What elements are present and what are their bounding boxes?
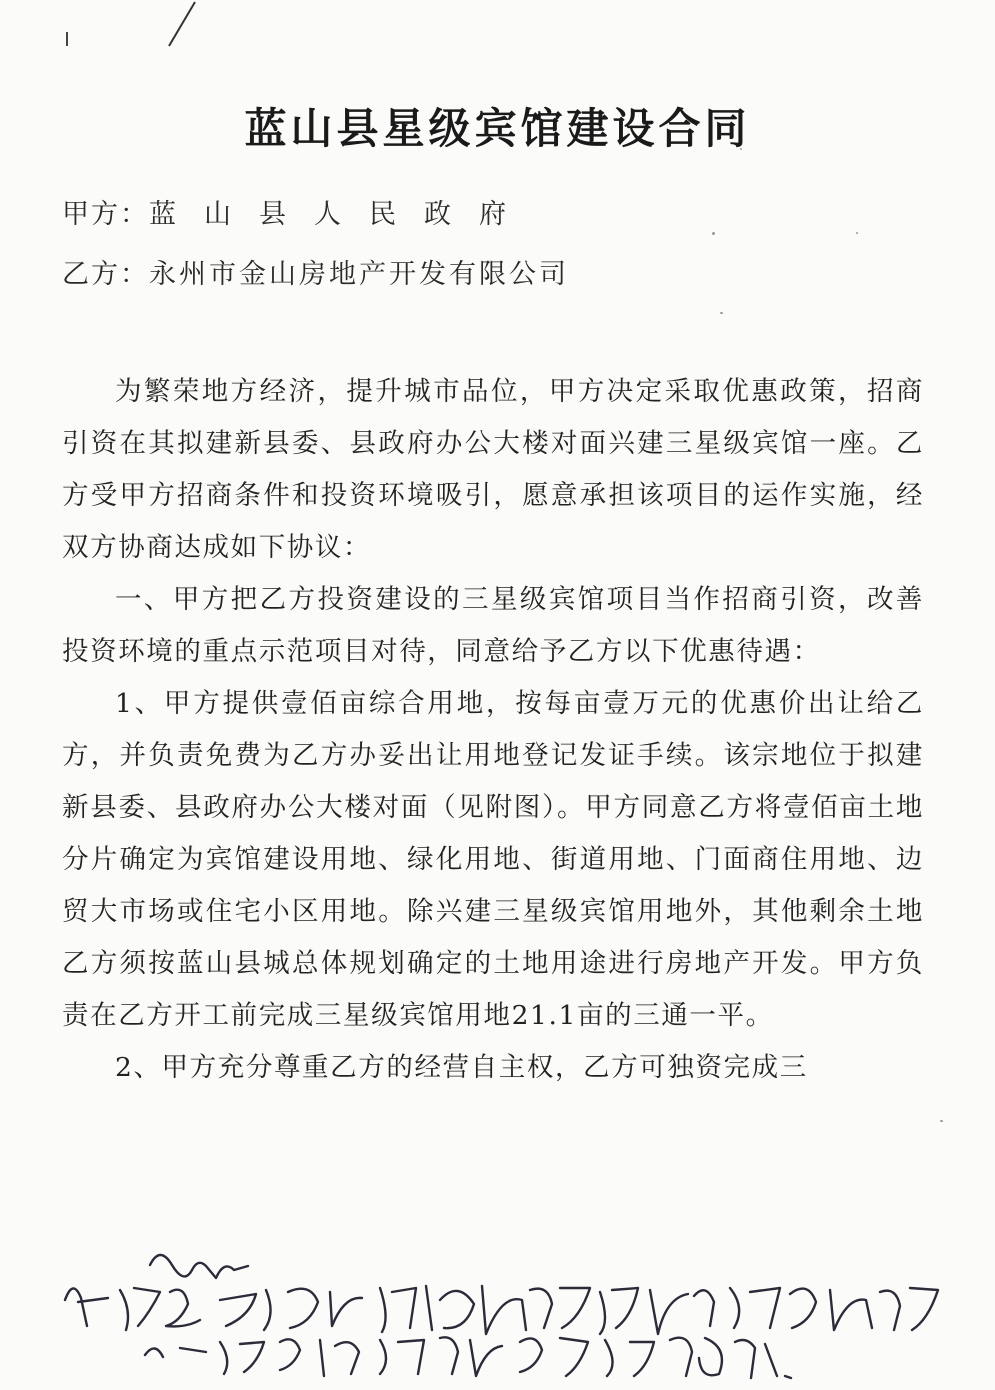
handwritten-annotation bbox=[30, 1230, 970, 1380]
party-b-line bbox=[62, 252, 569, 291]
paragraph-clause-1-2: 2、甲方充分尊重乙方的经营自主权，乙方可独资完成三 bbox=[115, 1052, 808, 1083]
party-b-label: 乙方： bbox=[62, 259, 149, 290]
scan-speck bbox=[720, 312, 723, 314]
paragraph-preamble: 为繁荣地方经济，提升城市品位，甲方决定采取优惠政策，招商引资在其拟建新县委、县政府办公大楼对面兴建三星级宾馆一座。乙方受甲方招商条件和投资环境吸引，愿意承担该项目的运作实施，经双方协商达成如下协议： bbox=[62, 376, 924, 563]
paragraph-clause-1: 一、甲方把乙方投资建设的三星级宾馆项目当作招商引资，改善投资环境的重点示范项目对待，同意给予乙方以下优惠待遇： bbox=[62, 584, 924, 667]
margin-tick-mark bbox=[60, 30, 74, 48]
party-a-name: 蓝山县人民政府 bbox=[149, 199, 534, 230]
scan-speck bbox=[856, 232, 858, 234]
contract-body bbox=[62, 366, 924, 1094]
party-a-line bbox=[62, 192, 534, 231]
scan-speck bbox=[940, 1120, 943, 1122]
pen-stroke-mark bbox=[165, 0, 205, 50]
party-a-label: 甲方： bbox=[62, 199, 149, 230]
scan-speck bbox=[712, 232, 715, 235]
document-title: 蓝山县星级宾馆建设合同 bbox=[244, 104, 751, 154]
party-b-name: 永州市金山房地产开发有限公司 bbox=[149, 259, 569, 290]
paragraph-clause-1-1: 1、甲方提供壹佰亩综合用地，按每亩壹万元的优惠价出让给乙方，并负责免费为乙方办妥出让用地登记发证手续。该宗地位于拟建新县委、县政府办公大楼对面（见附图）。甲方同意乙方将壹佰亩土地分片确定为宾馆建设用地、绿化用地、街道用地、门面商住用地、边贸大市场或住宅小区用地。除兴建三星级宾馆用地外，其他剩余土地乙方须按蓝山县城总体规划确定的土地用途进行房地产开发。甲方负责在乙方开工前完成三星级宾馆用地21.1亩的三通一平。 bbox=[62, 688, 924, 1031]
